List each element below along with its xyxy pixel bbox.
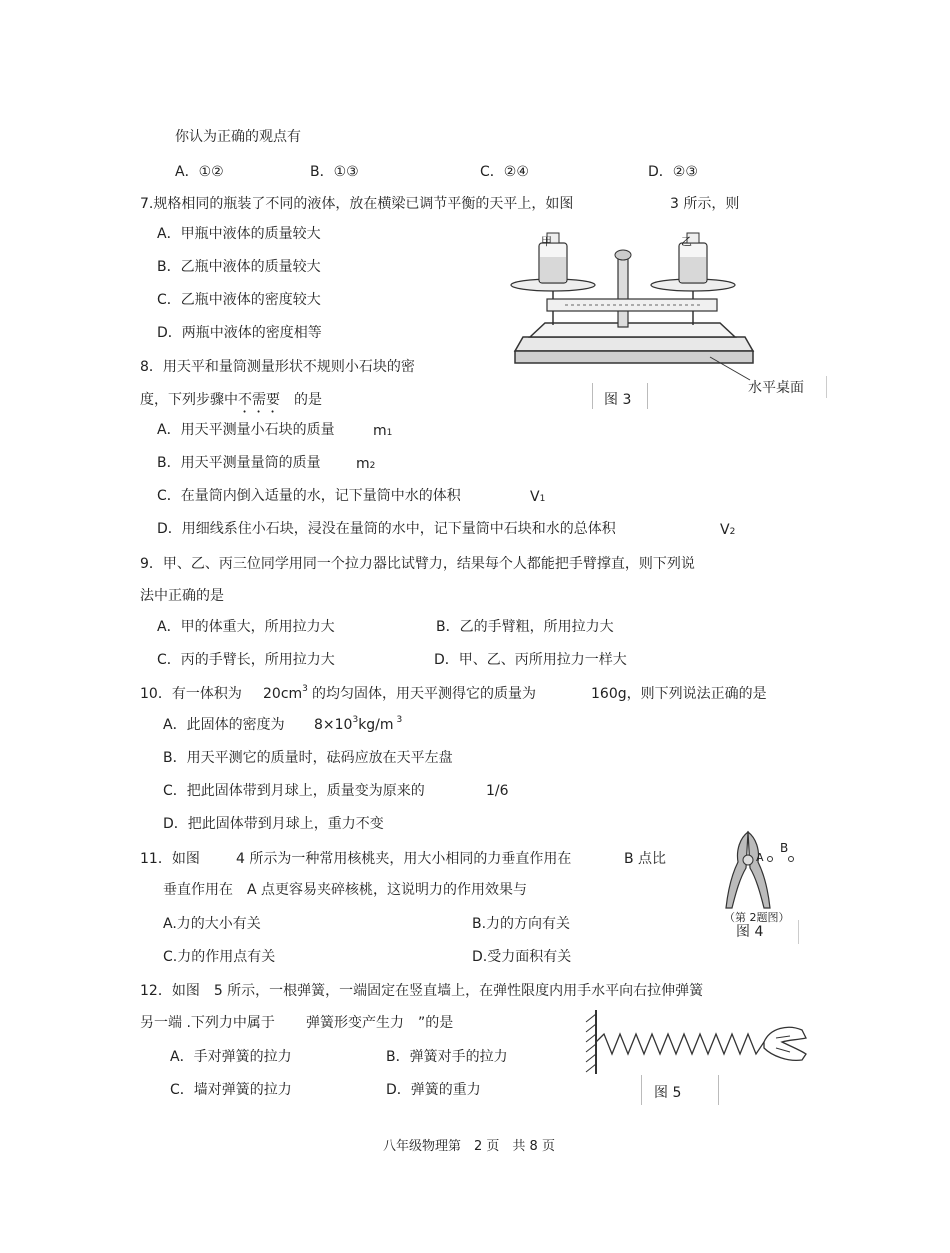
- figure-3-caption: 图 3: [604, 392, 632, 408]
- figure-5-caption: 图 5: [654, 1085, 682, 1101]
- q10-option-a-text: A．此固体的密度为: [163, 717, 285, 733]
- q10-stem-volume: $20cm^3$: [263, 684, 308, 702]
- q7-option-a: A．甲瓶中液体的质量较大: [157, 226, 321, 242]
- q6-option-c: C．②④: [480, 164, 529, 180]
- q6-option-d: D．②③: [648, 164, 698, 180]
- q12-stem-line2a: 另一端 .下列力中属于: [140, 1015, 275, 1031]
- q11-stem-a: 11．如图: [140, 851, 200, 867]
- q11-stem-b: 4 所示为一种常用核桃夹，用大小相同的力垂直作用在: [236, 851, 572, 867]
- q12-option-d: D．弹簧的重力: [386, 1082, 481, 1098]
- figure-4-small-caption: （第 2题图）: [724, 911, 790, 924]
- q8-option-d: D．用细线系住小石块，浸没在量筒的水中，记下量筒中石块和水的总体积: [157, 521, 616, 537]
- figure-3-caption-box: [592, 383, 648, 409]
- q8-option-b-symbol: m2: [356, 456, 376, 472]
- q12-option-c: C．墙对弹簧的拉力: [170, 1082, 292, 1098]
- q9-option-c: C．丙的手臂长，所用拉力大: [157, 652, 335, 668]
- q8-option-b: B．用天平测量量筒的质量: [157, 455, 321, 471]
- q12-stem-line1: 12．如图 5 所示，一根弹簧，一端固定在竖直墙上，在弹性限度内用手水平向右拉伸弹簧: [140, 983, 704, 999]
- q8-option-c: C．在量筒内倒入适量的水，记下量筒中水的体积: [157, 488, 461, 504]
- q11-stem-c: B 点比: [624, 851, 667, 867]
- q8-stem-part: 度，下列步骤中: [140, 392, 238, 408]
- point-b-marker: [788, 856, 794, 862]
- q12-option-a: A．手对弹簧的拉力: [170, 1049, 292, 1065]
- q11-option-d: D.受力面积有关: [472, 949, 572, 965]
- q11-option-a: A.力的大小有关: [163, 916, 261, 932]
- divider: [826, 376, 827, 398]
- q8-stem-end: 的是: [294, 392, 322, 408]
- q10-stem-d: 160g，则下列说法正确的是: [591, 686, 767, 702]
- bottle-jia-label: 甲: [541, 235, 552, 248]
- q10-option-a-value: $8\times 10^3kg/m$ $^3$: [314, 715, 403, 733]
- q9-option-b: B．乙的手臂粗，所用拉力大: [436, 619, 614, 635]
- q7-option-c: C．乙瓶中液体的密度较大: [157, 292, 321, 308]
- q6-option-b: B．①③: [310, 164, 359, 180]
- figure-4-nutcracker: [718, 828, 778, 913]
- q8-option-a: A．用天平测量小石块的质量: [157, 422, 335, 438]
- q12-option-b: B．弹簧对手的拉力: [386, 1049, 508, 1065]
- q7-option-d: D．两瓶中液体的密度相等: [157, 325, 322, 341]
- page-footer: 八年级物理第 2 页 共 8 页: [383, 1139, 555, 1154]
- q10-option-c-value: 1/6: [486, 783, 509, 799]
- q8-stem-line1: 8．用天平和量筒测量形状不规则小石块的密: [140, 359, 415, 375]
- q7-option-b: B．乙瓶中液体的质量较大: [157, 259, 321, 275]
- q9-option-d: D．甲、乙、丙所用拉力一样大: [434, 652, 627, 668]
- q10-option-d: D．把此固体带到月球上，重力不变: [163, 816, 384, 832]
- q11-stem-line2: 垂直作用在 A 点更容易夹碎核桃，这说明力的作用效果与: [163, 882, 528, 898]
- q10-stem-c: 的均匀固体，用天平测得它的质量为: [312, 686, 536, 702]
- figure-4-caption: 图 4: [736, 924, 764, 940]
- q8-stem-line2: [140, 392, 322, 416]
- q8-option-a-symbol: m1: [373, 423, 393, 439]
- bottle-yi-label: 乙: [681, 235, 692, 248]
- q12-stem-line2b: 弹簧形变产生力 ”的是: [306, 1015, 454, 1031]
- q9-stem-line2: 法中正确的是: [140, 588, 224, 604]
- q10-option-c-text: C．把此固体带到月球上，质量变为原来的: [163, 783, 425, 799]
- figure-5-caption-box: [641, 1075, 719, 1105]
- point-b-label: B: [780, 841, 789, 855]
- q7-stem: 7.规格相同的瓶装了不同的液体，放在横梁已调节平衡的天平上，如图: [140, 196, 574, 212]
- q11-option-b: B.力的方向有关: [472, 916, 571, 932]
- q11-option-c: C.力的作用点有关: [163, 949, 276, 965]
- q9-option-a: A．甲的体重大，所用拉力大: [157, 619, 335, 635]
- q7-stem-figure-ref: 3 所示，则: [670, 196, 740, 212]
- point-a-label: A: [756, 851, 764, 864]
- q10-option-b: B．用天平测它的质量时，砝码应放在天平左盘: [163, 750, 453, 766]
- q8-option-c-symbol: V1: [530, 489, 546, 505]
- q10-stem-a: 10．有一体积为: [140, 686, 242, 702]
- intro-text: 你认为正确的观点有: [175, 129, 301, 145]
- figure-5-spring: [576, 1008, 808, 1076]
- q6-option-a: A．①②: [175, 164, 224, 180]
- divider: [798, 920, 799, 944]
- q9-stem-line1: 9．甲、乙、丙三位同学用同一个拉力器比试臂力，结果每个人都能把手臂撑直，则下列说: [140, 556, 695, 572]
- q8-emphasis: 不需要: [238, 392, 280, 408]
- table-surface-label: 水平桌面: [748, 380, 804, 396]
- q8-option-d-symbol: V2: [720, 522, 736, 538]
